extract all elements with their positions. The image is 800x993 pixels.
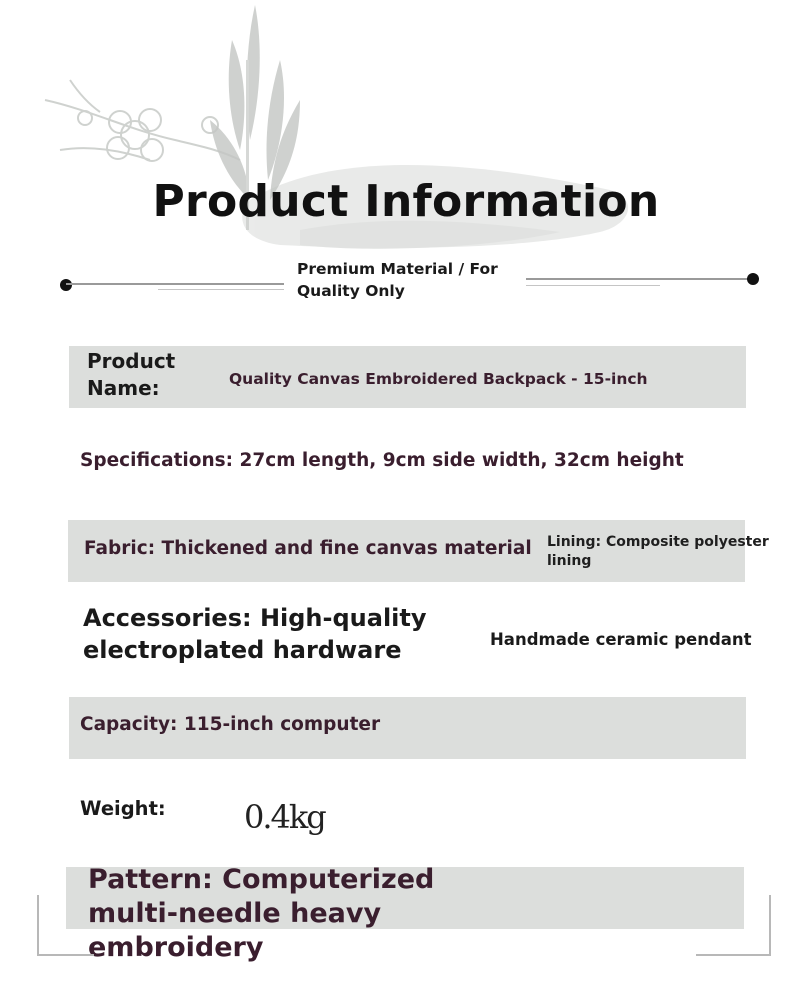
corner-bracket-right	[694, 895, 774, 965]
page-subtitle: Premium Material / For Quality Only	[297, 260, 498, 300]
divider-line-right-thin	[526, 285, 660, 286]
weight-value: 0.4kg	[244, 798, 325, 836]
page-title: Product Information	[152, 176, 660, 227]
pattern-text: Pattern: Computerized multi-needle heavy embroidery	[88, 864, 435, 963]
product-name-value: Quality Canvas Embroidered Backpack - 15-inch	[229, 370, 648, 388]
divider-dot-left	[60, 279, 72, 291]
weight-label: Weight:	[80, 797, 166, 820]
accessories-text: Accessories: High-quality electroplated hardware	[83, 604, 427, 664]
pendant-text: Handmade ceramic pendant	[490, 630, 752, 649]
divider-line-left-thin	[158, 289, 284, 290]
corner-bracket-left	[36, 895, 96, 965]
specifications-text: Specifications: 27cm length, 9cm side width, 32cm height	[80, 450, 684, 471]
lining-text: Lining: Composite polyester lining	[547, 534, 769, 569]
capacity-text: Capacity: 115-inch computer	[80, 714, 381, 735]
divider-line-left	[66, 283, 284, 285]
divider-line-right	[526, 278, 750, 280]
fabric-text: Fabric: Thickened and fine canvas material	[84, 538, 532, 559]
product-name-label: Product Name:	[87, 349, 176, 400]
plum-blossom-illustration	[45, 80, 240, 161]
divider-dot-right	[747, 273, 759, 285]
